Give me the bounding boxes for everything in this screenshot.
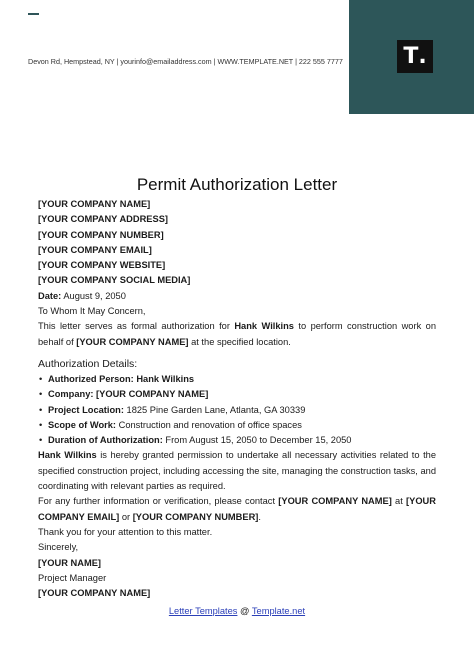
logo-panel (349, 0, 474, 114)
template-logo-icon (397, 40, 433, 73)
logo-letter: T (403, 43, 419, 69)
detail-label: Scope of Work: (48, 419, 117, 430)
date-value: August 9, 2050 (63, 290, 126, 301)
letter-body (38, 197, 436, 601)
detail-label: Duration of Authorization: (48, 435, 163, 446)
signer-company: [YOUR COMPANY NAME] (38, 588, 151, 599)
contact-text: . (258, 511, 261, 522)
list-item (38, 387, 436, 402)
contact-info: Devon Rd, Hempstead, NY | yourinfo@emailaddress.com | WWW.TEMPLATE.NET | 222 555 7777 (28, 57, 343, 66)
detail-label: Project Location: (48, 404, 124, 415)
detail-value: Construction and renovation of office spaces (116, 419, 302, 430)
company-address: [YOUR COMPANY ADDRESS] (38, 214, 168, 225)
intro-text: at the specified location. (188, 336, 291, 347)
intro-paragraph (38, 319, 436, 350)
date-line (38, 289, 436, 304)
signer-title: Project Manager (38, 572, 107, 583)
list-item (38, 372, 436, 387)
permission-text: is hereby granted permission to undertake all necessary activities related to the specified construction project, including accessing the site, managing the construction tasks, and coordinating with relevant parties as required. (38, 450, 436, 492)
closing: Sincerely, (38, 542, 79, 553)
intro-person: Hank Wilkins (234, 321, 294, 332)
accent-dash (28, 13, 39, 15)
footer (0, 606, 474, 616)
intro-text: This letter serves as formal authorization for (38, 321, 235, 332)
date-label: Date: (38, 290, 62, 301)
list-item (38, 433, 436, 448)
contact-text: or (119, 511, 133, 522)
template-net-link[interactable]: Template.net (251, 606, 306, 616)
signer-name: [YOUR NAME] (38, 557, 102, 568)
permission-paragraph (38, 448, 436, 494)
detail-value: 1825 Pine Garden Lane, Atlanta, GA 30339 (123, 404, 306, 415)
list-item (38, 403, 436, 418)
detail-value: From August 15, 2050 to December 15, 2050 (162, 435, 352, 446)
contact-email: [YOUR COMPANY EMAIL] (38, 496, 436, 522)
company-number: [YOUR COMPANY NUMBER] (38, 229, 164, 240)
thanks-line: Thank you for your attention to this matter. (38, 526, 213, 537)
contact-text: at (391, 496, 407, 507)
contact-text: For any further information or verification, please contact (38, 496, 279, 507)
intro-text: to perform construction work on behalf of (38, 321, 436, 347)
company-name: [YOUR COMPANY NAME] (38, 199, 151, 209)
letter-templates-link[interactable]: Letter Templates (168, 606, 238, 616)
contact-number: [YOUR COMPANY NUMBER] (132, 511, 259, 522)
detail-label: Company: [YOUR COMPANY NAME] (48, 389, 209, 400)
letter-title: Permit Authorization Letter (136, 175, 338, 194)
details-list (38, 372, 436, 448)
detail-label: Authorized Person: Hank Wilkins (48, 373, 195, 384)
details-heading: Authorization Details: (38, 357, 138, 370)
company-social: [YOUR COMPANY SOCIAL MEDIA] (38, 275, 191, 286)
list-item (38, 418, 436, 433)
logo-dot: . (418, 43, 427, 69)
intro-company: [YOUR COMPANY NAME] (76, 336, 189, 347)
permission-person: Hank Wilkins (38, 450, 97, 461)
contact-paragraph (38, 494, 436, 525)
salutation: To Whom It May Concern, (38, 306, 146, 317)
company-website: [YOUR COMPANY WEBSITE] (38, 260, 166, 271)
footer-separator: @ (237, 606, 252, 616)
contact-company: [YOUR COMPANY NAME] (278, 496, 392, 507)
company-email: [YOUR COMPANY EMAIL] (38, 244, 152, 255)
